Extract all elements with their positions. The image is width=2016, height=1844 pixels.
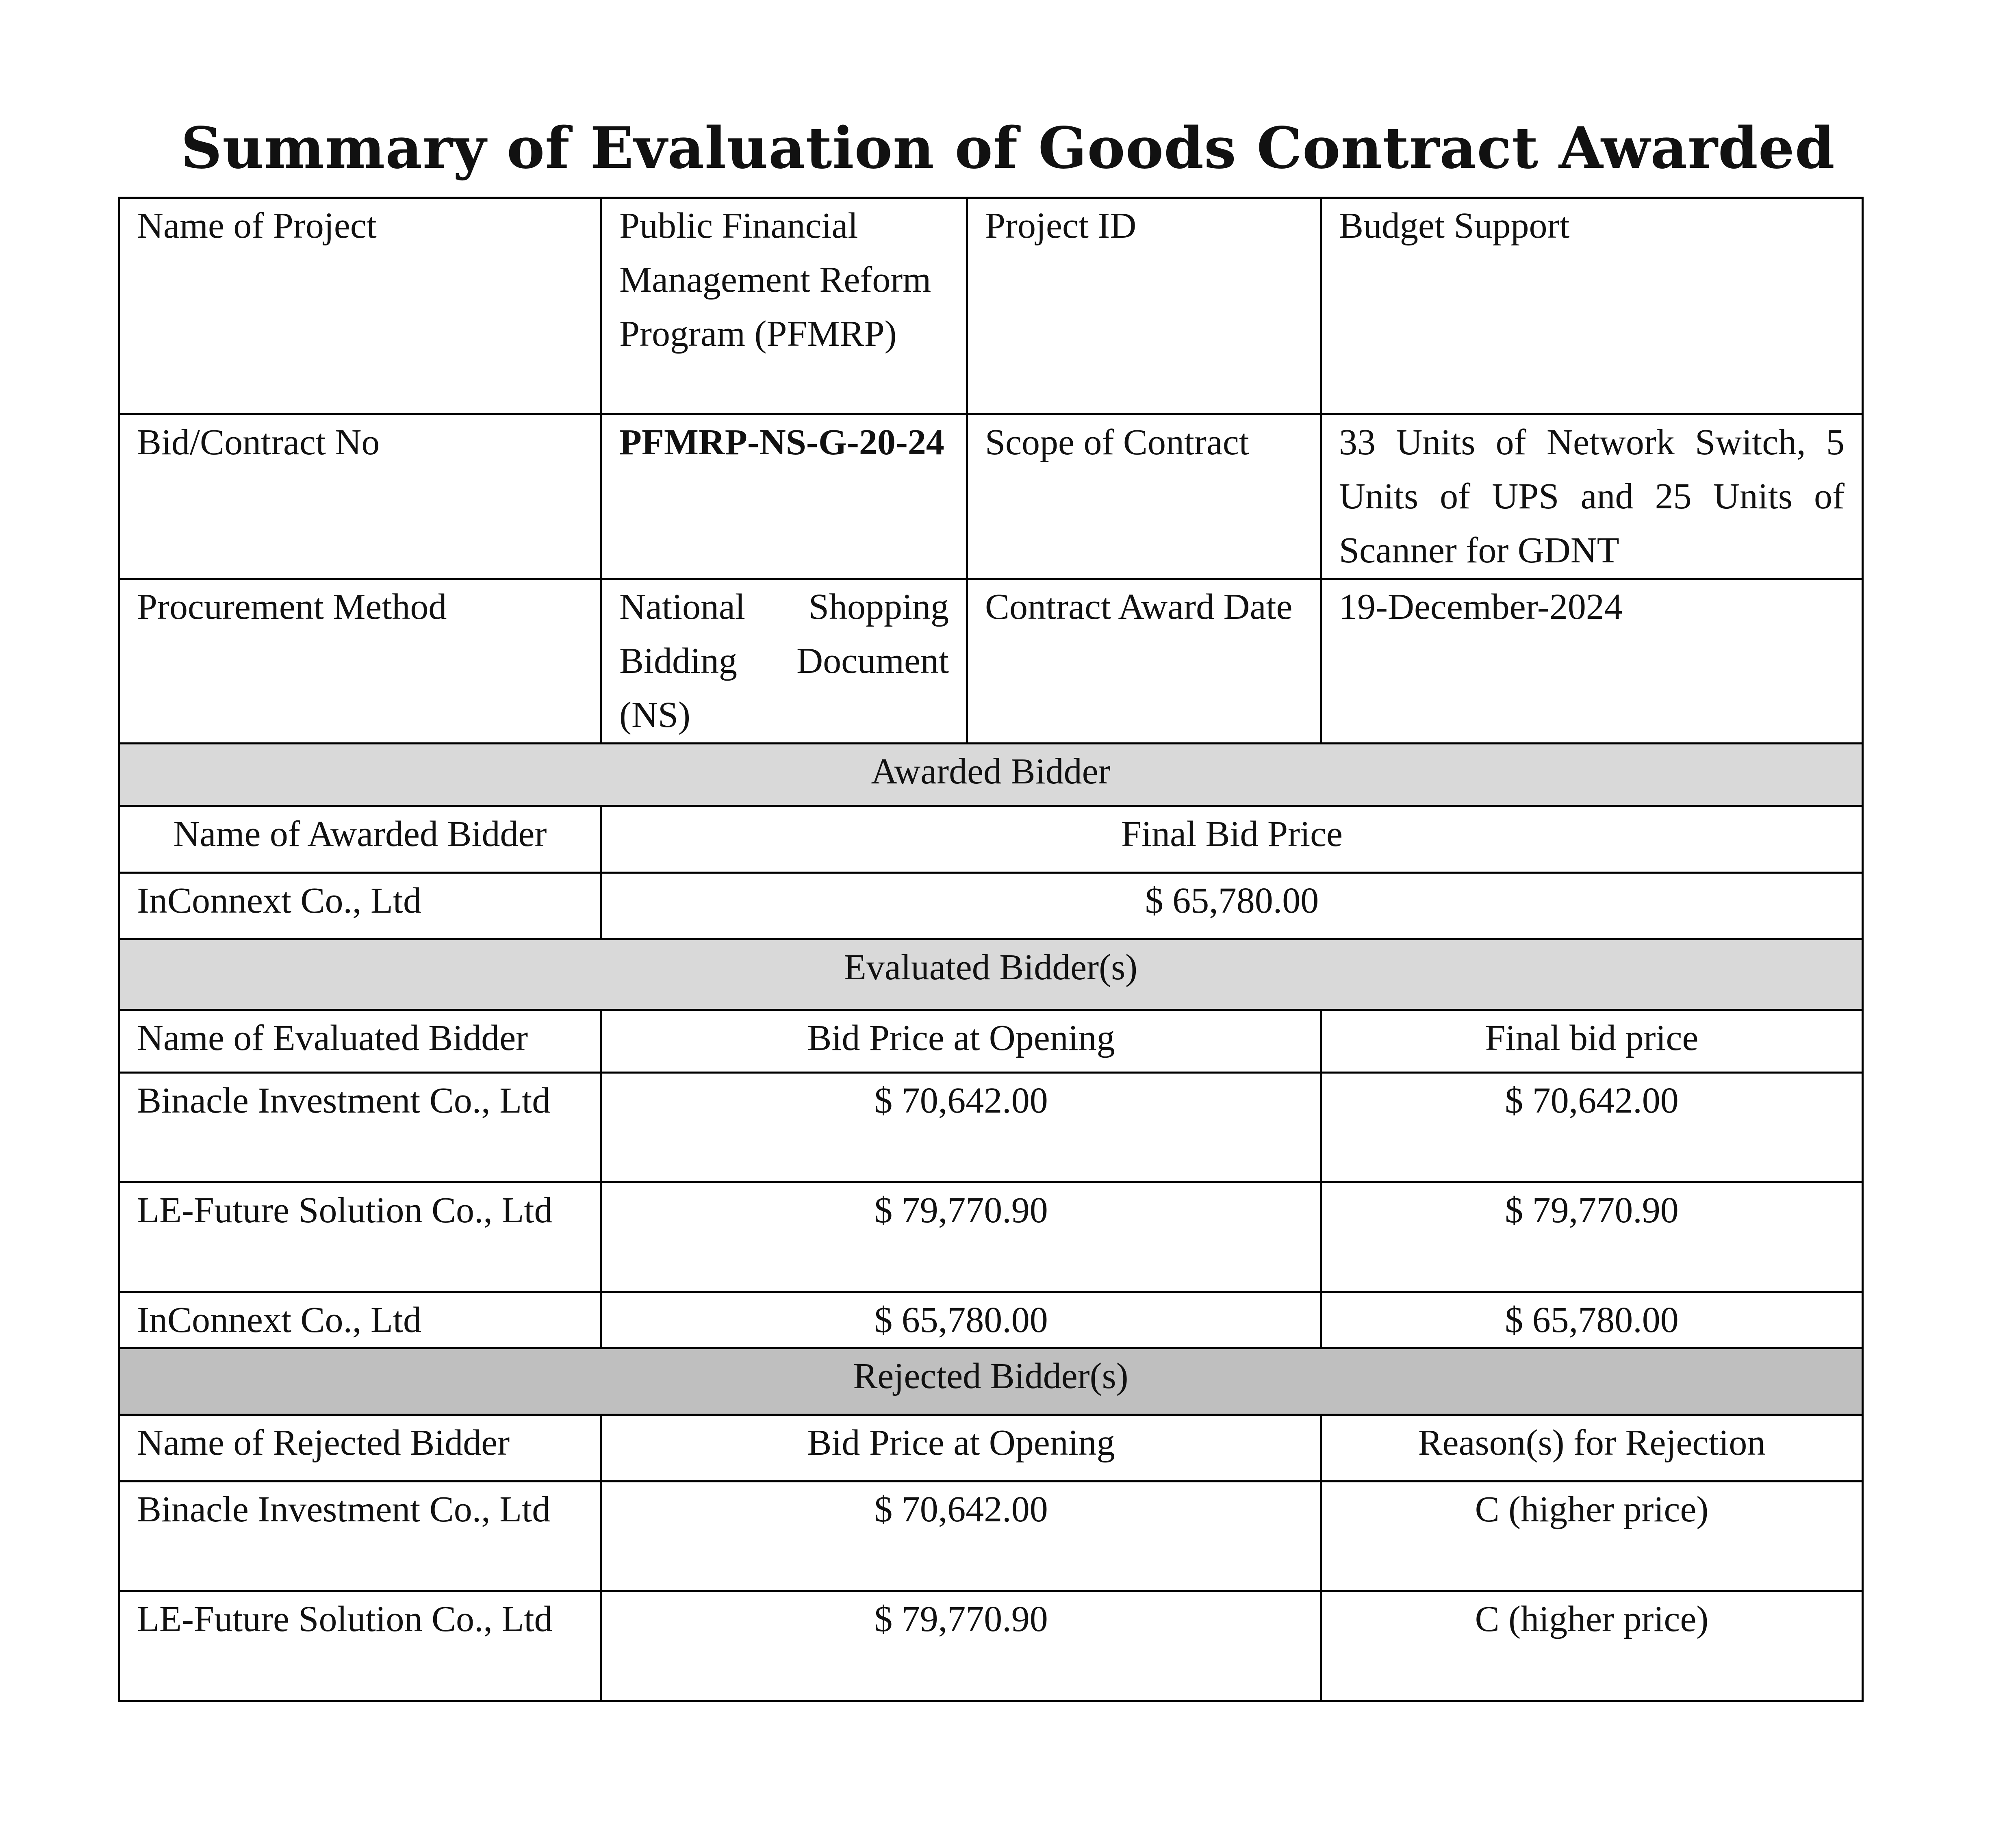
awarded-price-column-header: Final Bid Price <box>601 806 1863 873</box>
evaluated-section-title: Evaluated Bidder(s) <box>119 939 1863 1010</box>
rejected-bidder-name: LE-Future Solution Co., Ltd <box>119 1591 601 1701</box>
bid-number-row <box>119 414 1863 579</box>
rejected-section-header <box>119 1348 1863 1415</box>
evaluated-bidder-final-price: $ 70,642.00 <box>1321 1073 1863 1182</box>
bid-number-label: Bid/Contract No <box>119 414 601 579</box>
procurement-method-value: National Shopping Bidding Document (NS) <box>601 579 967 744</box>
evaluated-bidder-name: Binacle Investment Co., Ltd <box>119 1073 601 1182</box>
evaluated-bidder-opening-price: $ 65,780.00 <box>601 1292 1321 1348</box>
awarded-section-title: Awarded Bidder <box>119 744 1863 806</box>
evaluated-bidder-final-price: $ 65,780.00 <box>1321 1292 1863 1348</box>
procurement-method-label: Procurement Method <box>119 579 601 744</box>
project-name-row <box>119 198 1863 414</box>
project-name-label: Name of Project <box>119 198 601 414</box>
evaluated-section-header <box>119 939 1863 1010</box>
awarded-bidder-price: $ 65,780.00 <box>601 873 1863 939</box>
project-id-label: Project ID <box>967 198 1321 414</box>
rejected-bidder-opening-price: $ 79,770.90 <box>601 1591 1321 1701</box>
rejected-column-header-row <box>119 1415 1863 1482</box>
rejected-bidder-reason: C (higher price) <box>1321 1591 1863 1701</box>
evaluated-bidder-final-price: $ 79,770.90 <box>1321 1182 1863 1292</box>
evaluated-bidder-name: LE-Future Solution Co., Ltd <box>119 1182 601 1292</box>
award-date-value: 19-December-2024 <box>1321 579 1863 744</box>
evaluation-summary-table <box>118 197 1864 1702</box>
rejected-opening-column-header: Bid Price at Opening <box>601 1415 1321 1482</box>
award-date-label: Contract Award Date <box>967 579 1321 744</box>
evaluated-final-column-header: Final bid price <box>1321 1010 1863 1073</box>
awarded-bidder-name: InConnext Co., Ltd <box>119 873 601 939</box>
awarded-section-header <box>119 744 1863 806</box>
evaluated-bidder-opening-price: $ 79,770.90 <box>601 1182 1321 1292</box>
scope-label: Scope of Contract <box>967 414 1321 579</box>
scope-value: 33 Units of Network Switch, 5 Units of UPS and 25 Units of Scanner for GDNT <box>1321 414 1863 579</box>
procurement-method-row <box>119 579 1863 744</box>
rejected-reason-column-header: Reason(s) for Rejection <box>1321 1415 1863 1482</box>
rejected-bidder-name: Binacle Investment Co., Ltd <box>119 1482 601 1591</box>
evaluated-opening-column-header: Bid Price at Opening <box>601 1010 1321 1073</box>
evaluated-bidder-name: InConnext Co., Ltd <box>119 1292 601 1348</box>
bid-number-value: PFMRP-NS-G-20-24 <box>601 414 967 579</box>
evaluated-name-column-header: Name of Evaluated Bidder <box>119 1010 601 1073</box>
rejected-section-title: Rejected Bidder(s) <box>119 1348 1863 1415</box>
rejected-bidder-reason: C (higher price) <box>1321 1482 1863 1591</box>
table-row <box>119 1482 1863 1591</box>
evaluated-column-header-row <box>119 1010 1863 1073</box>
document-title: Summary of Evaluation of Goods Contract Awarded <box>181 115 1835 182</box>
table-row <box>119 873 1863 939</box>
rejected-bidder-opening-price: $ 70,642.00 <box>601 1482 1321 1591</box>
awarded-name-column-header: Name of Awarded Bidder <box>119 806 601 873</box>
project-id-value: Budget Support <box>1321 198 1863 414</box>
table-row <box>119 1182 1863 1292</box>
table-row <box>119 1591 1863 1701</box>
table-row <box>119 1292 1863 1348</box>
project-name-value: Public Financial Management Reform Program (PFMRP) <box>601 198 967 414</box>
table-row <box>119 1073 1863 1182</box>
rejected-name-column-header: Name of Rejected Bidder <box>119 1415 601 1482</box>
awarded-column-header-row <box>119 806 1863 873</box>
evaluated-bidder-opening-price: $ 70,642.00 <box>601 1073 1321 1182</box>
